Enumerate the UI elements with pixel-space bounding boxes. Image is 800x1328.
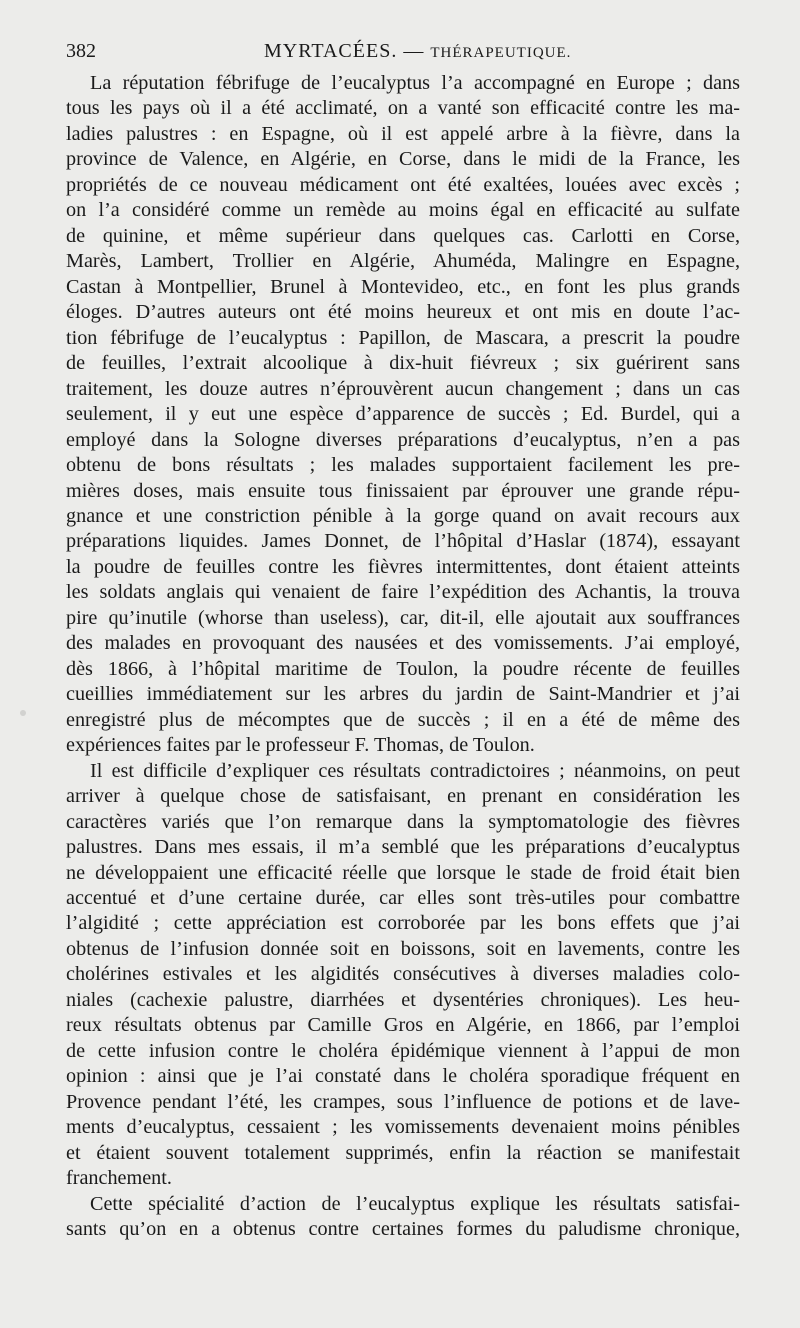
text-line: ments d’eucalyptus, cessaient ; les vomissements devenaient moins pénibles bbox=[66, 1116, 740, 1139]
text-line: cholérines estivales et les algidités consécutives à diverses maladies colo- bbox=[66, 963, 740, 986]
running-header bbox=[66, 38, 740, 70]
text-line: Il est difficile d’expliquer ces résultats contradictoires ; néanmoins, on peut bbox=[90, 759, 740, 782]
title-sub: THÉRAPEUTIQUE. bbox=[430, 45, 572, 61]
paper-speck bbox=[20, 710, 26, 716]
text-line: obtenus de l’infusion donnée soit en boissons, soit en lavements, contre les bbox=[66, 937, 740, 960]
text-line: niales (cachexie palustre, diarrhées et dysentéries chroniques). Les heu- bbox=[66, 988, 740, 1011]
text-line: on l’a considéré comme un remède au moins égal en efficacité au sulfate bbox=[66, 199, 740, 222]
text-line: Cette spécialité d’action de l’eucalyptus explique les résultats satisfai- bbox=[90, 1192, 740, 1215]
text-line: ne développaient une efficacité réelle que lorsque le stade de froid était bien bbox=[66, 861, 740, 884]
text-line: éloges. D’autres auteurs ont été moins heureux et ont mis en doute l’ac- bbox=[66, 301, 740, 324]
text-line: La réputation fébrifuge de l’eucalyptus l’a accompagné en Europe ; dans bbox=[90, 72, 740, 94]
text-line: pire qu’inutile (whorse than useless), car, dit-il, elle ajoutait aux souffrances bbox=[66, 606, 740, 629]
text-line: traitement, les douze autres n’éprouvèrent aucun changement ; dans un cas bbox=[66, 377, 740, 400]
text-line: Marès, Lambert, Trollier en Algérie, Ahuméda, Malingre en Espagne, bbox=[66, 250, 740, 273]
text-line: de cette infusion contre le choléra épidémique viennent à l’appui de mon bbox=[66, 1039, 740, 1062]
text-line: franchement. bbox=[66, 1167, 172, 1190]
text-line: caractères variés que l’on remarque dans la symptomatologie des fièvres bbox=[66, 810, 740, 833]
text-line: seulement, il y eut une espèce d’apparence de succès ; Ed. Burdel, qui a bbox=[66, 403, 740, 426]
text-line: obtenu de bons résultats ; les malades supportaient facilement les pre- bbox=[66, 454, 740, 477]
text-line: opinion : ainsi que je l’ai constaté dans le choléra sporadique fréquent en bbox=[66, 1065, 740, 1088]
text-line: Provence pendant l’été, les crampes, sous l’influence de potions et de lave- bbox=[66, 1090, 740, 1113]
text-line: les soldats anglais qui venaient de faire l’expédition des Achantis, la trouva bbox=[66, 581, 740, 604]
text-line: de feuilles, l’extrait alcoolique à dix-huit fiévreux ; six guérirent sans bbox=[66, 352, 740, 375]
page-number: 382 bbox=[66, 40, 96, 62]
text-line: employé dans la Sologne diverses préparations d’eucalyptus, n’en a pas bbox=[66, 428, 740, 451]
running-title bbox=[264, 40, 571, 63]
text-line: enregistré plus de mécomptes que de succès ; il en a été de même des bbox=[66, 708, 740, 731]
text-line: arriver à quelque chose de satisfaisant, en prenant en considération les bbox=[66, 785, 740, 808]
text-line: province de Valence, en Algérie, en Corse, dans le midi de la France, les bbox=[66, 148, 740, 171]
text-line: Castan à Montpellier, Brunel à Montevideo, etc., en font les plus grands bbox=[66, 275, 740, 298]
text-line: gnance et une constriction pénible à la gorge quand on avait recours aux bbox=[66, 504, 740, 527]
text-line: tion fébrifuge de l’eucalyptus : Papillon, de Mascara, a prescrit la poudre bbox=[66, 326, 740, 349]
text-line: des malades en provoquant des nausées et des vomissements. J’ai employé, bbox=[66, 632, 740, 655]
title-separator: — bbox=[403, 40, 425, 62]
text-line: tous les pays où il a été acclimaté, on a vanté son efficacité contre les ma- bbox=[66, 97, 740, 120]
text-line: expériences faites par le professeur F. Thomas, de Toulon. bbox=[66, 734, 535, 757]
text-line: mières doses, mais ensuite tous finissaient par éprouver une grande répu- bbox=[66, 479, 740, 502]
text-line: la poudre de feuilles contre les fièvres intermittentes, dont étaient atteints bbox=[66, 555, 740, 578]
text-line: dès 1866, à l’hôpital maritime de Toulon, la poudre récente de feuilles bbox=[66, 657, 740, 680]
text-line: préparations liquides. James Donnet, de l’hôpital d’Haslar (1874), essayant bbox=[66, 530, 740, 553]
text-line: propriétés de ce nouveau médicament ont été exaltées, louées avec excès ; bbox=[66, 173, 740, 196]
text-line: reux résultats obtenus par Camille Gros en Algérie, en 1866, par l’emploi bbox=[66, 1014, 740, 1037]
text-line: et étaient souvent totalement supprimés, enfin la réaction se manifestait bbox=[66, 1141, 740, 1164]
text-line: ladies palustres : en Espagne, où il est appelé arbre à la fièvre, dans la bbox=[66, 122, 740, 145]
text-line: palustres. Dans mes essais, il m’a semblé que les préparations d’eucalyptus bbox=[66, 836, 740, 859]
body-text bbox=[66, 71, 740, 1243]
text-line: cueillies immédiatement sur les arbres du jardin de Saint-Mandrier et j’ai bbox=[66, 683, 740, 706]
text-line: sants qu’on en a obtenus contre certaines formes du paludisme chronique, bbox=[66, 1218, 740, 1241]
text-line: accentué et d’une certaine durée, car elles sont très-utiles pour combattre bbox=[66, 887, 740, 909]
text-line: l’algidité ; cette appréciation est corroborée par les bons effets que j’ai bbox=[66, 912, 740, 935]
title-main: MYRTACÉES. bbox=[264, 40, 398, 62]
text-line: de quinine, et même supérieur dans quelques cas. Carlotti en Corse, bbox=[66, 224, 740, 247]
